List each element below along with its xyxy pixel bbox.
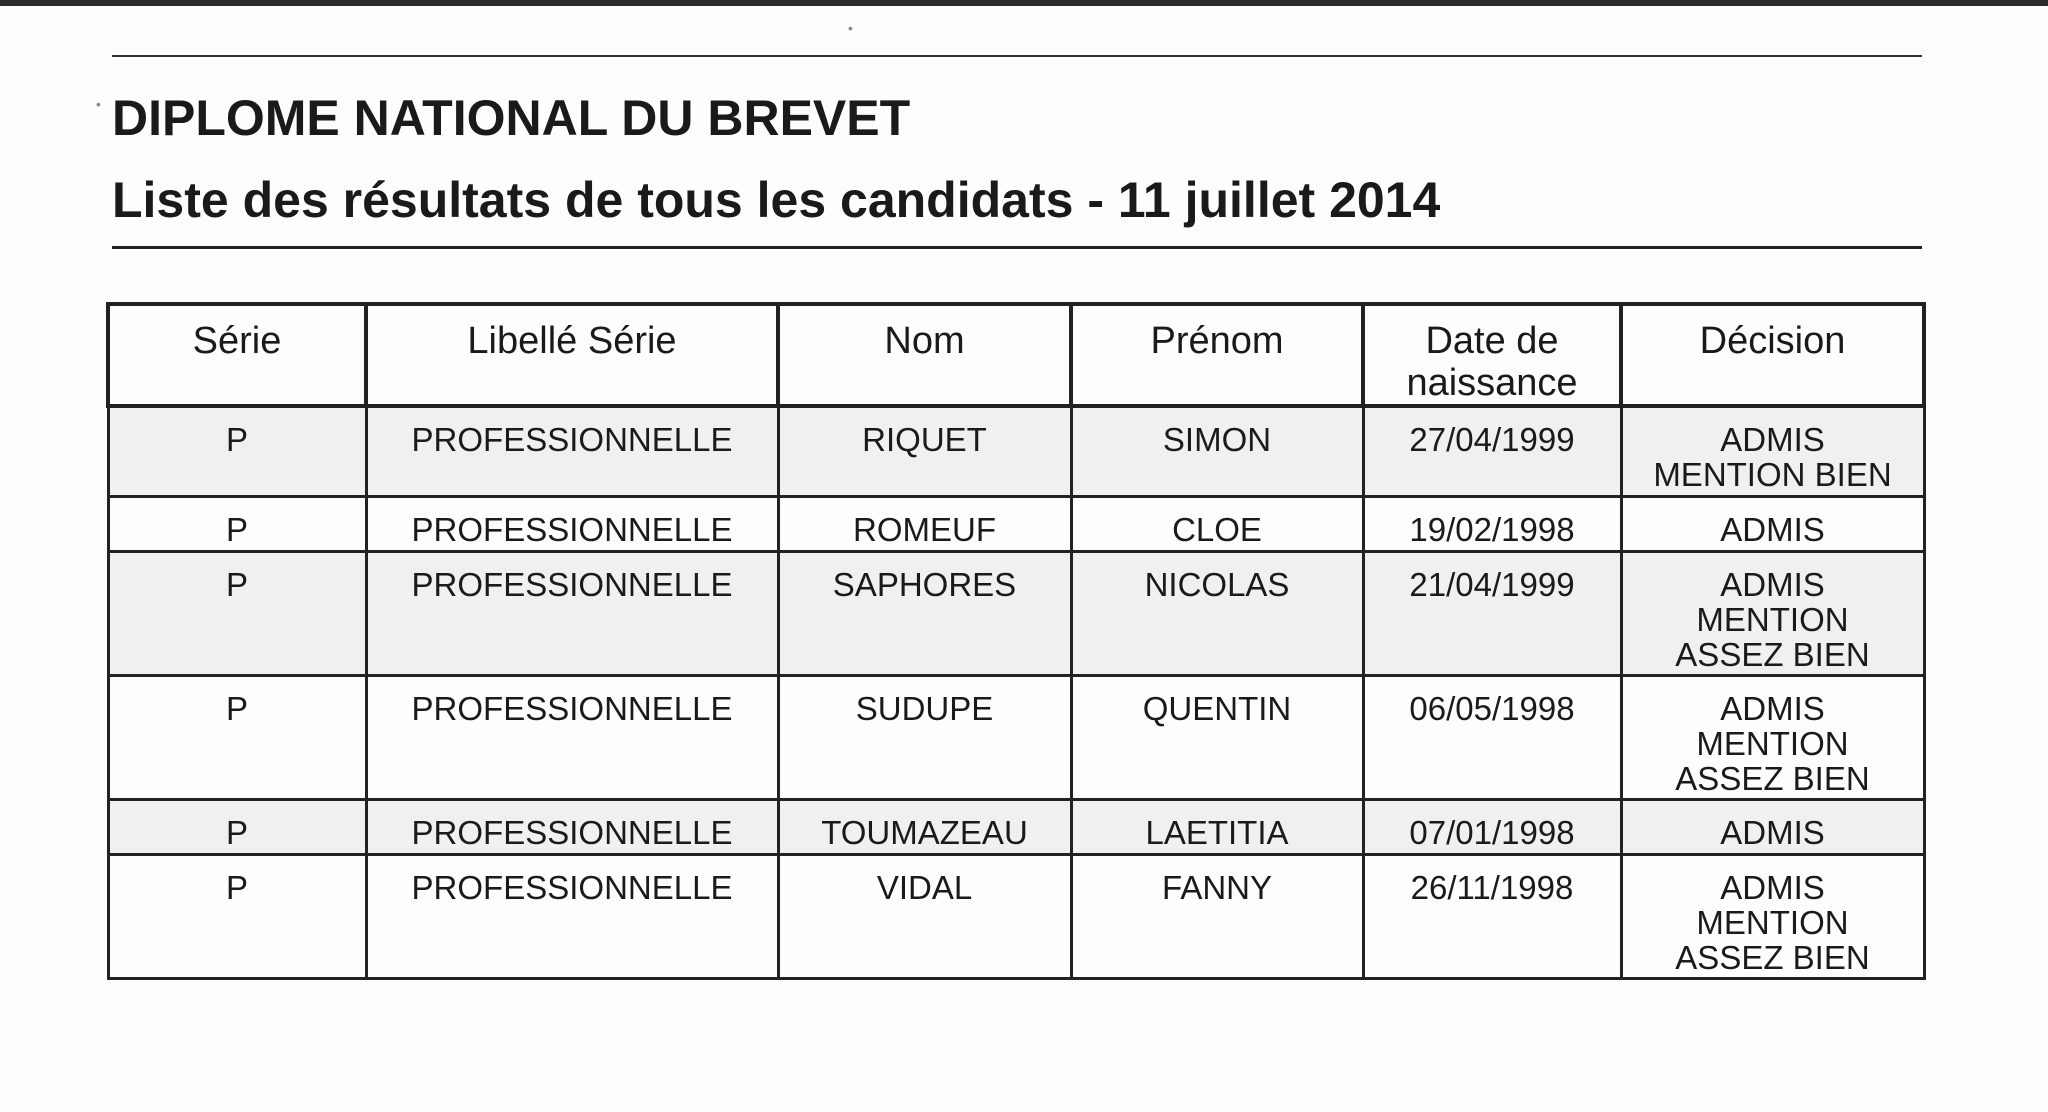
column-header-serie: Série (108, 304, 366, 406)
decision-line: MENTION (1696, 724, 1849, 762)
cell-prenom: LAETITIA (1071, 799, 1363, 854)
results-table (106, 302, 1926, 980)
table-row (108, 799, 1924, 854)
cell-date: 27/04/1999 (1363, 406, 1621, 496)
cell-nom: TOUMAZEAU (778, 799, 1071, 854)
cell-libelle: PROFESSIONNELLE (366, 799, 778, 854)
column-header-date-naissance: Date de naissance (1363, 304, 1621, 406)
cell-decision (1621, 406, 1924, 496)
scan-speck: • (96, 96, 101, 112)
cell-libelle: PROFESSIONNELLE (366, 854, 778, 978)
cell-nom: SAPHORES (778, 551, 1071, 675)
column-header-decision: Décision (1621, 304, 1924, 406)
decision-line: MENTION (1696, 903, 1849, 941)
cell-decision (1621, 551, 1924, 675)
cell-prenom: NICOLAS (1071, 551, 1363, 675)
cell-libelle: PROFESSIONNELLE (366, 675, 778, 799)
table-row (108, 675, 1924, 799)
table-row (108, 551, 1924, 675)
cell-libelle: PROFESSIONNELLE (366, 496, 778, 551)
cell-date: 06/05/1998 (1363, 675, 1621, 799)
table-row (108, 854, 1924, 978)
cell-nom: RIQUET (778, 406, 1071, 496)
decision-line: ASSEZ BIEN (1675, 635, 1870, 673)
page-subtitle: Liste des résultats de tous les candidats - 11 juillet 2014 (112, 172, 1441, 228)
cell-nom: SUDUPE (778, 675, 1071, 799)
cell-nom: ROMEUF (778, 496, 1071, 551)
decision-line: ASSEZ BIEN (1675, 938, 1870, 976)
cell-libelle: PROFESSIONNELLE (366, 551, 778, 675)
decision-line: ADMIS (1720, 868, 1825, 906)
table-row (108, 496, 1924, 551)
top-rule (112, 55, 1922, 57)
cell-serie: P (108, 799, 366, 854)
cell-decision (1621, 675, 1924, 799)
decision-line: ADMIS (1720, 813, 1825, 851)
cell-serie: P (108, 406, 366, 496)
cell-serie: P (108, 854, 366, 978)
cell-prenom: SIMON (1071, 406, 1363, 496)
decision-line: MENTION BIEN (1653, 456, 1892, 493)
table-header-row (108, 304, 1924, 406)
cell-serie: P (108, 496, 366, 551)
cell-prenom: FANNY (1071, 854, 1363, 978)
decision-line: ADMIS (1720, 689, 1825, 727)
cell-serie: P (108, 675, 366, 799)
cell-serie: P (108, 551, 366, 675)
cell-date: 19/02/1998 (1363, 496, 1621, 551)
cell-nom: VIDAL (778, 854, 1071, 978)
header-rule (112, 246, 1922, 249)
decision-line: ASSEZ BIEN (1675, 759, 1870, 797)
cell-libelle: PROFESSIONNELLE (366, 406, 778, 496)
column-header-nom: Nom (778, 304, 1071, 406)
page-top-edge (0, 0, 2048, 6)
cell-date: 07/01/1998 (1363, 799, 1621, 854)
column-header-libelle-serie: Libellé Série (366, 304, 778, 406)
decision-line: MENTION (1696, 600, 1849, 638)
column-header-prenom: Prénom (1071, 304, 1363, 406)
decision-line: ADMIS (1720, 565, 1825, 603)
page-title: DIPLOME NATIONAL DU BREVET (112, 90, 911, 146)
cell-prenom: CLOE (1071, 496, 1363, 551)
cell-decision (1621, 854, 1924, 978)
scan-speck: • (848, 20, 853, 36)
cell-date: 21/04/1999 (1363, 551, 1621, 675)
cell-date: 26/11/1998 (1363, 854, 1621, 978)
cell-prenom: QUENTIN (1071, 675, 1363, 799)
cell-decision (1621, 496, 1924, 551)
decision-line: ADMIS (1720, 421, 1825, 458)
cell-decision (1621, 799, 1924, 854)
table-row (108, 406, 1924, 496)
decision-line: ADMIS (1720, 510, 1825, 548)
